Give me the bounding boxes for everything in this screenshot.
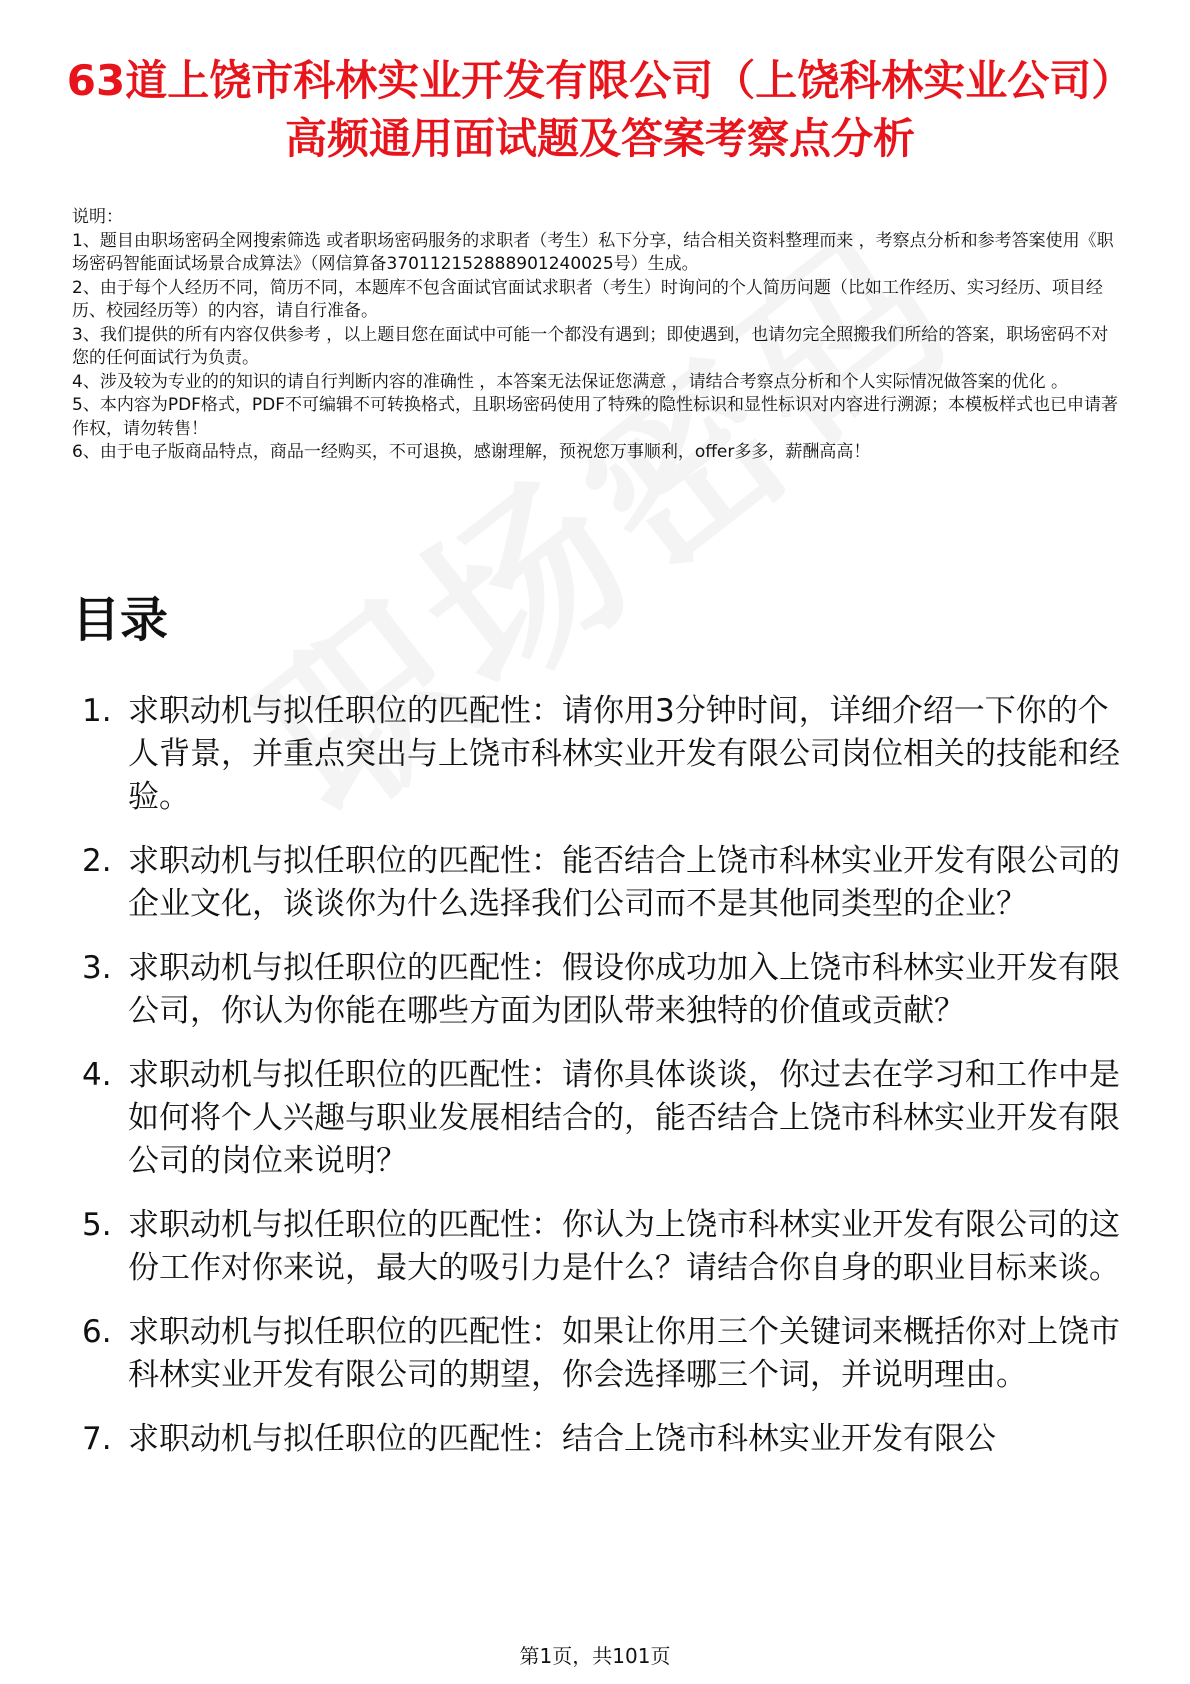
toc-item-text: 求职动机与拟任职位的匹配性：如果让你用三个关键词来概括你对上饶市科林实业开发有限公司的期望，你会选择哪三个词，并说明理由。 <box>128 1314 1120 1393</box>
note-line: 5、本内容为PDF格式，PDF不可编辑不可转换格式，且职场密码使用了特殊的隐性标识和显性标识对内容进行溯源；本模板样式也已申请著作权，请勿转售！ <box>72 395 1119 439</box>
toc-item[interactable] <box>72 947 1122 1033</box>
note-line: 2、由于每个人经历不同，简历不同，本题库不包含面试官面试求职者（考生）时询问的个人简历问题（比如工作经历、实习经历、项目经历、校园经历等）的内容，请自行准备。 <box>72 277 1103 321</box>
toc-item-number: 6. <box>82 1314 112 1350</box>
table-of-contents <box>72 690 1122 1482</box>
note-line: 3、我们提供的所有内容仅供参考 ，以上题目您在面试中可能一个都没有遇到；即使遇到，也请勿完全照搬我们所给的答案，职场密码不对您的任何面试行为负责。 <box>72 324 1109 368</box>
toc-item-text: 求职动机与拟任职位的匹配性：结合上饶市科林实业开发有限公 <box>128 1421 996 1457</box>
toc-item[interactable] <box>72 1418 1122 1461</box>
note-line: 1、题目由职场密码全网搜索筛选 或者职场密码服务的求职者（考生）私下分享，结合相关资料整理而来 ，考察点分析和参考答案使用《职场密码智能面试场景合成算法》（网信算备370112152888901240025号）生成。 <box>72 230 1114 274</box>
page-title: 63道上饶市科林实业开发有限公司（上饶科林实业公司）高频通用面试题及答案考察点分析 <box>66 56 1134 163</box>
toc-item-number: 4. <box>82 1057 112 1093</box>
toc-item-text: 求职动机与拟任职位的匹配性：假设你成功加入上饶市科林实业开发有限公司，你认为你能在哪些方面为团队带来独特的价值或贡献？ <box>128 950 1120 1029</box>
toc-item-number: 2. <box>82 843 112 879</box>
toc-item-text: 求职动机与拟任职位的匹配性：请你具体谈谈，你过去在学习和工作中是如何将个人兴趣与职业发展相结合的，能否结合上饶市科林实业开发有限公司的岗位来说明？ <box>128 1057 1120 1179</box>
toc-item[interactable] <box>72 1054 1122 1183</box>
note-line: 说明： <box>72 207 123 227</box>
note-line: 4、涉及较为专业的的知识的请自行判断内容的准确性 ，本答案无法保证您满意 ，请结合考察点分析和个人实际情况做答案的优化 。 <box>72 371 1069 392</box>
toc-item-text: 求职动机与拟任职位的匹配性：能否结合上饶市科林实业开发有限公司的企业文化，谈谈你为什么选择我们公司而不是其他同类型的企业？ <box>128 843 1120 922</box>
toc-heading: 目录 <box>72 592 169 648</box>
toc-item-number: 1. <box>82 693 112 729</box>
toc-item-text: 求职动机与拟任职位的匹配性：你认为上饶市科林实业开发有限公司的这份工作对你来说，最大的吸引力是什么？请结合你自身的职业目标来谈。 <box>128 1207 1120 1286</box>
toc-item[interactable] <box>72 1311 1122 1397</box>
toc-item-number: 5. <box>82 1207 112 1243</box>
toc-item-number: 7. <box>82 1421 112 1457</box>
note-line: 6、由于电子版商品特点，商品一经购买，不可退换，感谢理解，预祝您万事顺利，offer多多，薪酬高高！ <box>72 442 871 462</box>
toc-item[interactable] <box>72 690 1122 819</box>
page-number: 第1页，共101页 <box>519 1644 671 1668</box>
toc-item-number: 3. <box>82 950 112 986</box>
toc-item-text: 求职动机与拟任职位的匹配性：请你用3分钟时间，详细介绍一下你的个人背景，并重点突出与上饶市科林实业开发有限公司岗位相关的技能和经验。 <box>128 693 1120 815</box>
toc-item[interactable] <box>72 840 1122 926</box>
disclaimer-notes <box>72 206 1122 465</box>
toc-item[interactable] <box>72 1204 1122 1290</box>
